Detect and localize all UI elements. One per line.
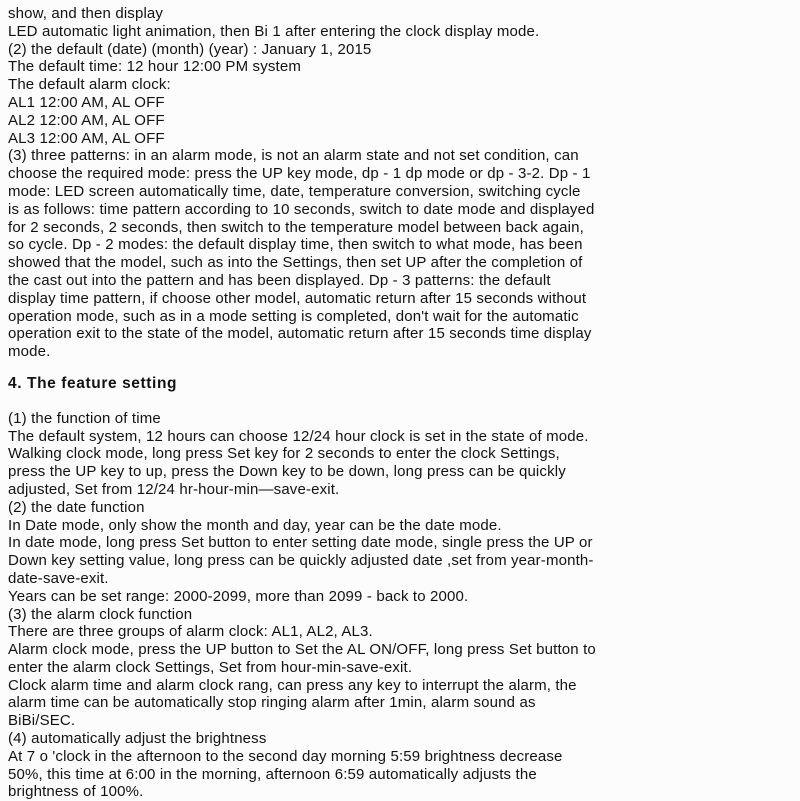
- text-line: for 2 seconds, 2 seconds, then switch to the temperature model between back again,: [8, 218, 584, 236]
- text-line: The default time: 12 hour 12:00 PM system: [8, 58, 301, 76]
- text-line: (2) the default (date) (month) (year) : January 1, 2015: [8, 40, 372, 58]
- text-line: adjusted, Set from 12/24 hr-hour-min—save-exit.: [8, 480, 340, 498]
- text-line: In date mode, long press Set button to enter setting date mode, single press the UP or: [8, 534, 593, 552]
- text-line: display time pattern, if choose other model, automatic return after 15 seconds without: [8, 289, 587, 307]
- text-line: date-save-exit.: [8, 569, 109, 587]
- text-line: show, and then display: [8, 5, 164, 22]
- text-line: (4) automatically adjust the brightness: [8, 730, 267, 748]
- text-line: mode: LED screen automatically time, date, temperature conversion, switching cycle: [8, 182, 581, 200]
- section-heading: [8, 375, 792, 393]
- text-line: Alarm clock mode, press the UP button to Set the AL ON/OFF, long press Set button to: [8, 641, 596, 659]
- text-line: The default alarm clock:: [8, 76, 171, 94]
- text-line: mode.: [8, 343, 51, 361]
- text-line: AL2 12:00 AM, AL OFF: [8, 111, 165, 129]
- text-line: AL3 12:00 AM, AL OFF: [8, 129, 165, 147]
- text-line: operation exit to the state of the model, automatic return after 15 seconds time display: [8, 325, 592, 343]
- text-line: is as follows: time pattern according to 10 seconds, switch to date mode and displayed: [8, 200, 595, 218]
- text-line: Clock alarm time and alarm clock rang, can press any key to interrupt the alarm, the: [8, 676, 577, 694]
- paragraph: [8, 5, 792, 361]
- text-line: The default system, 12 hours can choose 12/24 hour clock is set in the state of mode.: [8, 427, 589, 445]
- text-line: the cast out into the pattern and has been displayed. Dp - 3 patterns: the default: [8, 271, 551, 289]
- text-line: Years can be set range: 2000-2099, more than 2099 - back to 2000.: [8, 587, 469, 605]
- text-line: Down key setting value, long press can be quickly adjusted date ,set from year-month-: [8, 552, 594, 570]
- text-line: Walking clock mode, long press Set key for 2 seconds to enter the clock Settings,: [8, 445, 560, 463]
- text-line: (3) the alarm clock function: [8, 605, 193, 623]
- text-line: There are three groups of alarm clock: AL1, AL2, AL3.: [8, 623, 373, 641]
- text-line: 50%, this time at 6:00 in the morning, afternoon 6:59 automatically adjusts the: [8, 765, 537, 783]
- text-line: (1) the function of time: [8, 409, 161, 427]
- text-line: so cycle. Dp - 2 modes: the default display time, then switch to what mode, has been: [8, 236, 583, 254]
- text-line: operation mode, such as in a mode setting is completed, don't wait for the automatic: [8, 307, 579, 325]
- heading-text: 4. The feature setting: [8, 374, 178, 392]
- text-line: (2) the date function: [8, 498, 145, 516]
- text-line: (3) three patterns: in an alarm mode, is not an alarm state and not set condition, can: [8, 147, 579, 165]
- text-line: LED automatic light animation, then Bi 1 after entering the clock display mode.: [8, 22, 540, 40]
- text-line: BiBi/SEC.: [8, 712, 76, 730]
- text-line: alarm time can be automatically stop ringing alarm after 1min, alarm sound as: [8, 694, 536, 712]
- text-line: showed that the model, such as into the Settings, then set UP after the completion of: [8, 254, 583, 272]
- paragraph: [8, 410, 792, 801]
- text-line: brightness of 100%.: [8, 783, 144, 801]
- text-line: press the UP key to up, press the Down key to be down, long press can be quickly: [8, 463, 566, 481]
- text-line: At 7 o 'clock in the afternoon to the second day morning 5:59 brightness decrease: [8, 747, 563, 765]
- text-line: enter the alarm clock Settings, Set from hour-min-save-exit.: [8, 658, 413, 676]
- text-line: AL1 12:00 AM, AL OFF: [8, 93, 165, 111]
- text-line: In Date mode, only show the month and day, year can be the date mode.: [8, 516, 502, 534]
- text-line: choose the required mode: press the UP key mode, dp - 1 dp mode or dp - 3-2. Dp - 1: [8, 165, 591, 183]
